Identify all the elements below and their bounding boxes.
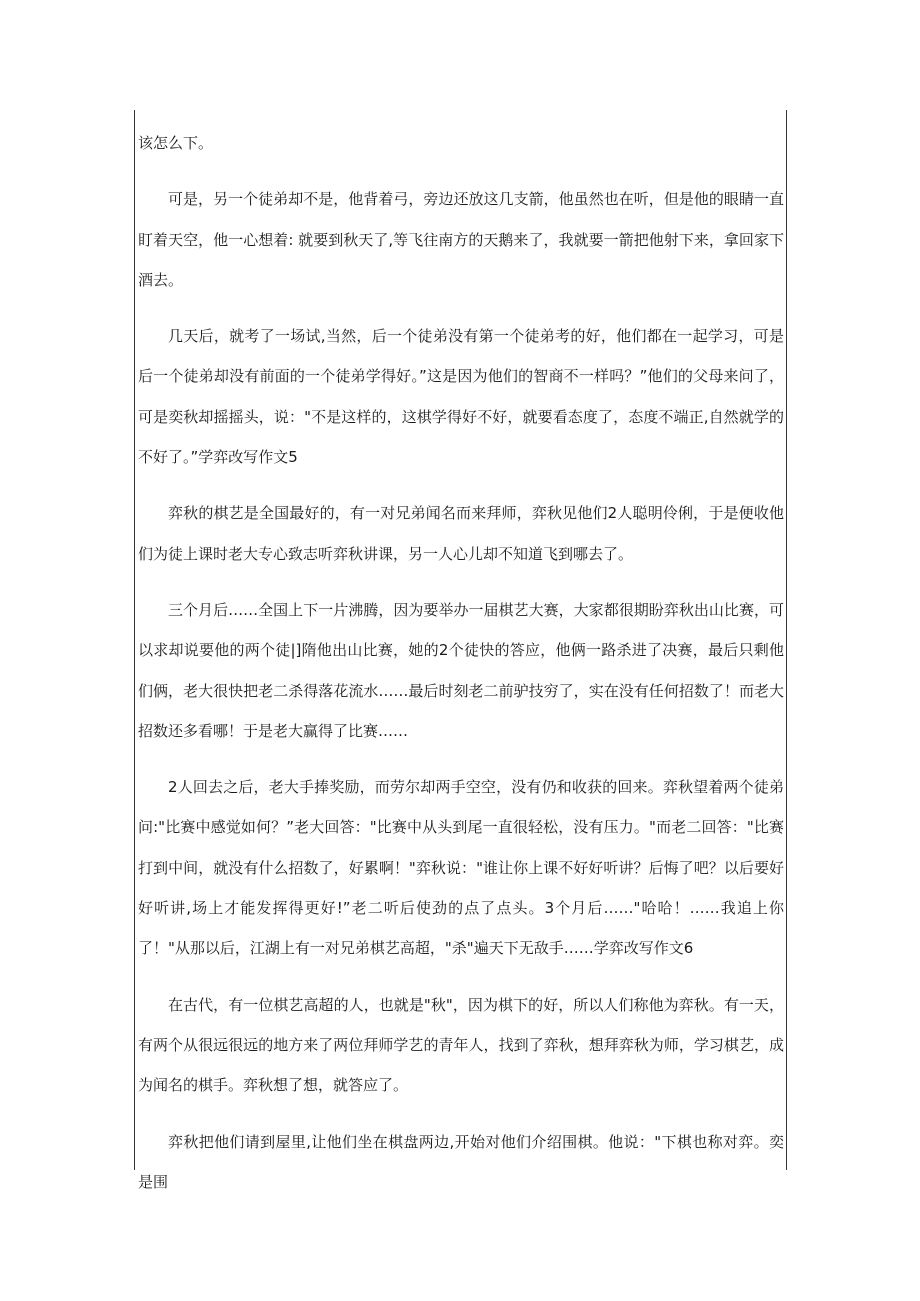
left-margin-rule (134, 110, 135, 1170)
paragraph-1: 该怎么下。 (138, 134, 214, 152)
paragraph-6: 2人回去之后，老大手捧奖励，而劳尔却两手空空，没有仍和收获的回来。弈秋望着两个徒弟问:"比赛中感觉如何？”老大回答："比赛中从头到尾一直很轻松，没有压力。"而老二回答："比赛打到中间，就没有什么招数了，好累啊！"弈秋说："谁让你上课不好好听讲？后悔了吧？以后要好好听讲,场上才能发挥得更好!”老二听后使劲的点了点头。3个月后……"哈哈！……我追上你了！"从那以后，江湖上有一对兄弟棋艺高超，"杀"遍天下无敌手……学弈改写作文6 (138, 778, 784, 958)
paragraph-5: 三个月后……全国上下一片沸腾，因为要举办一届棋艺大赛，大家都很期盼弈秋出山比赛，可以求却说要他的两个徒|]隋他出山比赛，她的2个徒快的答应，他俩一路杀进了决赛，最后只剩他们俩，老大很快把老二杀得落花流水……最后时刻老二前驴技穷了，实在没有任何招数了！而老大招数还多看哪！于是老大赢得了比赛…… (138, 600, 784, 740)
paragraph-4: 弈秋的棋艺是全国最好的，有一对兄弟闻名而来拜师，弈秋见他们2人聪明伶俐，于是便收他们为徒上课时老大专心致志听弈秋讲课，另一人心儿却不知道飞到哪去了。 (138, 504, 784, 563)
paragraph-8: 弈秋把他们请到屋里,让他们坐在棋盘两边,开始对他们介绍围棋。他说："下棋也称对弈。奕是围 (138, 1132, 784, 1191)
paragraph-2: 可是，另一个徒弟却不是，他背着弓，旁边还放这几支箭，他虽然也在听，但是他的眼睛一直盯着天空，他一心想着: 就要到秋天了,等飞往南方的天鹅来了，我就要一箭把他射下来，拿回家下酒去。 (138, 190, 784, 289)
paragraph-3: 几天后，就考了一场试,当然，后一个徒弟没有第一个徒弟考的好，他们都在一起学习，可是后一个徒弟却没有前面的一个徒弟学得好。”这是因为他们的智商不一样吗？”他们的父母来问了，可是奕秋却摇摇头，说："不是这样的，这棋学得好不好，就要看态度了，态度不端正,自然就学的不好了。”学弈改写作文5 (138, 327, 784, 467)
document-body (138, 123, 784, 1218)
right-margin-rule (786, 110, 787, 1170)
paragraph-7: 在古代，有一位棋艺高超的人，也就是"秋"，因为棋下的好，所以人们称他为弈秋。有一天，有两个从很远很远的地方来了两位拜师学艺的青年人，找到了弈秋，想拜弈秋为师，学习棋艺，成为闻名的棋手。弈秋想了想，就答应了。 (138, 995, 784, 1095)
